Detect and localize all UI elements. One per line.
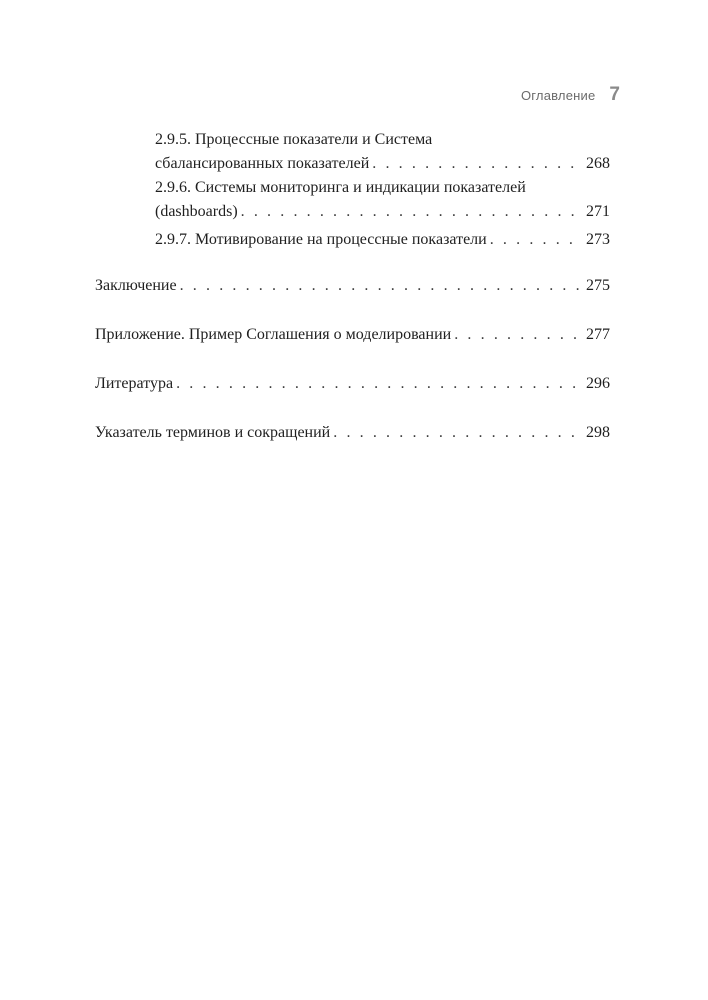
toc-entry-index [95,421,610,445]
toc-entry-appendix [95,323,610,347]
toc-entry-title: Заключение [95,277,177,294]
toc-entry-page: 296 [586,375,610,392]
toc-entry-conclusion [95,274,610,298]
toc-entry-page: 273 [586,231,610,248]
toc-entry-2-9-6 [155,176,610,224]
dot-leader [372,152,583,176]
toc-entry-leader-line [155,152,610,176]
dot-leader [241,200,583,224]
toc-entry-page: 271 [586,203,610,220]
toc-entry-leader-line [95,372,610,396]
toc-entry-leader-line [95,421,610,445]
toc-entry-page: 275 [586,277,610,294]
toc-entry-page: 298 [586,424,610,441]
toc-entry-title-line1: 2.9.6. Системы мониторинга и индикации показателей [155,179,526,196]
toc-entry-title: Литература [95,375,174,392]
page-number: 7 [609,84,620,105]
running-head [521,84,620,106]
toc-entry-page: 268 [586,155,610,172]
toc-entry-leader-line [95,323,610,347]
toc-entry-literature [95,372,610,396]
toc-entry-title: Указатель терминов и сокращений [95,424,331,441]
table-of-contents [95,128,610,445]
running-title: Оглавление [520,88,596,103]
toc-entry-leader-line [95,274,610,298]
toc-entry-title: 2.9.7. Мотивирование на процессные показатели [155,231,487,248]
toc-entry-title: Приложение. Пример Соглашения о моделировании [95,326,452,343]
dot-leader [333,421,583,445]
dot-leader [454,323,583,347]
dot-leader [180,274,583,298]
toc-entry-leader-line [155,200,610,224]
toc-entry-page: 277 [586,326,610,343]
dot-leader [490,228,583,252]
toc-entry-title-line1: 2.9.5. Процессные показатели и Система [155,131,433,148]
toc-entry-leader-line [155,228,610,252]
dot-leader [176,372,583,396]
toc-entry-title-line2: (dashboards) [155,203,238,220]
toc-entry-title-line2: сбалансированных показателей [155,155,370,172]
toc-entry-2-9-7 [155,228,610,252]
toc-entry-2-9-5 [155,128,610,176]
